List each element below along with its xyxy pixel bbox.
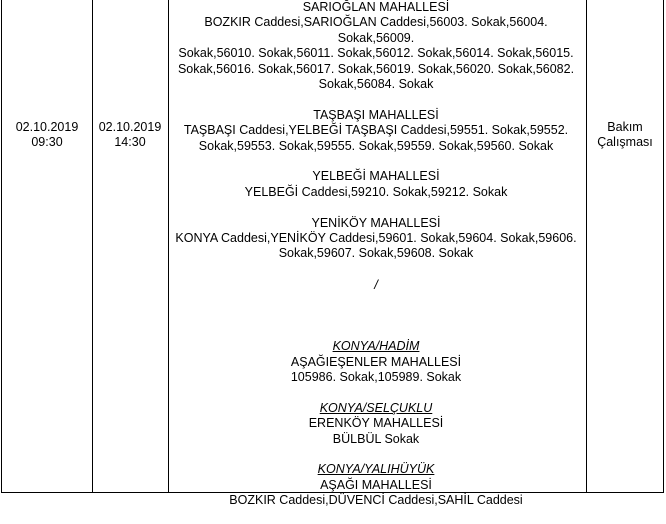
column-divider	[168, 0, 169, 492]
start-date: 02.10.2019	[15, 120, 79, 134]
street-list-line: Sokak,59607. Sokak,59608. Sokak	[278, 246, 474, 261]
neighborhood-block	[170, 0, 582, 92]
end-time: 14:30	[114, 135, 146, 149]
neighborhood-name: SARIOĞLAN MAHALLESİ	[302, 0, 450, 14]
work-type-line1: Bakım	[607, 120, 643, 134]
province-name: KONYA/SELÇUKLU	[319, 400, 433, 415]
neighborhood-name: ERENKÖY MAHALLESİ	[308, 416, 444, 431]
neighborhood-name: YENİKÖY MAHALLESİ	[311, 215, 441, 230]
province-block	[170, 339, 582, 385]
neighborhood-name: AŞAĞI MAHALLESİ	[320, 477, 432, 492]
street-list-line: 105986. Sokak,105989. Sokak	[290, 370, 462, 385]
province-block	[170, 462, 582, 508]
street-list-line: Sokak,59553. Sokak,59555. Sokak,59559. Sokak,59560. Sokak	[198, 138, 554, 153]
column-divider	[586, 0, 587, 492]
work-type-line2: Çalışması	[597, 135, 653, 149]
neighborhood-block	[170, 108, 582, 154]
province-block	[170, 401, 582, 447]
neighborhood-name: TAŞBAŞI MAHALLESİ	[313, 107, 439, 122]
province-name: KONYA/YALIHÜYÜK	[317, 462, 435, 477]
end-date: 02.10.2019	[98, 120, 162, 134]
column-divider	[92, 0, 93, 492]
start-time: 09:30	[31, 135, 63, 149]
start-datetime	[2, 120, 92, 150]
street-list-line: BOZKIR Caddesi,SARIOĞLAN Caddesi,56003. Sokak,56004. Sokak,56009.	[204, 15, 548, 45]
neighborhood-name: AŞAĞIEŞENLER MAHALLESİ	[290, 354, 462, 369]
affected-areas	[170, 0, 582, 524]
neighborhood-block	[170, 169, 582, 200]
end-datetime	[92, 120, 168, 150]
neighborhood-name: YELBEĞİ MAHALLESİ	[312, 169, 440, 184]
street-list-line: Sokak,56010. Sokak,56011. Sokak,56012. Sokak,56014. Sokak,56015.	[178, 46, 574, 61]
street-list-line: TAŞBAŞI Caddesi,YELBEĞİ TAŞBAŞI Caddesi,59551. Sokak,59552.	[183, 123, 569, 138]
street-list-line: BÜLBÜL Sokak	[332, 431, 420, 446]
street-list-line: Sokak,56084. Sokak	[318, 77, 434, 92]
street-list-line: Sokak,56016. Sokak,56017. Sokak,56019. Sokak,56020. Sokak,56082.	[177, 61, 575, 76]
work-type	[586, 120, 664, 150]
street-list-line: KONYA Caddesi,YENİKÖY Caddesi,59601. Sokak,59604. Sokak,59606.	[175, 231, 577, 246]
street-list-line: BOZKIR Caddesi,DÜVENCİ Caddesi,SAHİL Caddesi	[229, 493, 523, 508]
neighborhood-block	[170, 216, 582, 262]
slash-marker: /	[374, 277, 378, 293]
province-name: KONYA/HADİM	[332, 339, 420, 354]
street-list-line: YELBEĞİ Caddesi,59210. Sokak,59212. Sokak	[244, 184, 508, 199]
